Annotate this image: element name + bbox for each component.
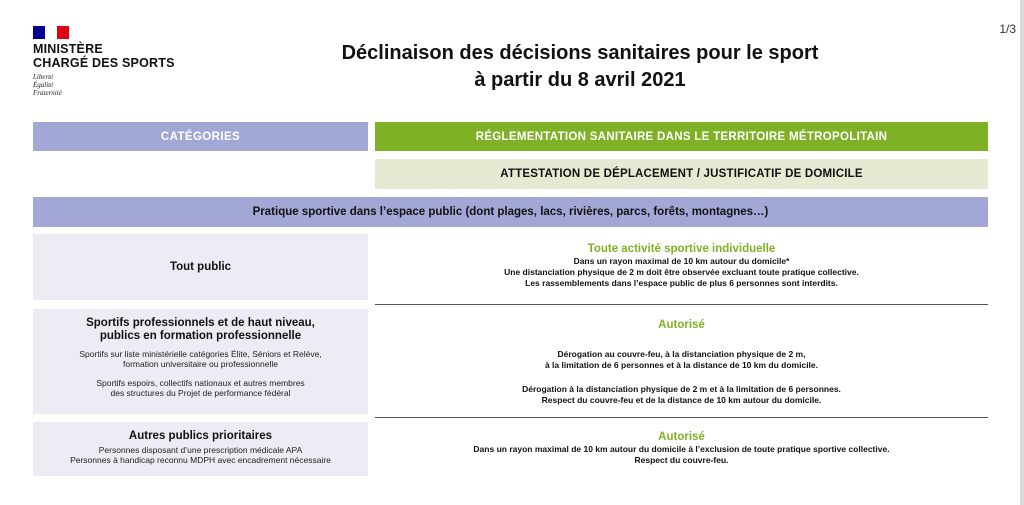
rule-line: Les rassemblements dans l’espace public de plus 6 personnes sont interdits. [525, 278, 838, 288]
rule-autres-publics [375, 430, 988, 466]
subgroup-line: Sportifs sur liste ministérielle catégories Élite, Séniors et Relève, [79, 349, 322, 359]
page-number: 1/3 [999, 22, 1016, 36]
rule-status: Toute activité sportive individuelle [587, 243, 776, 255]
category-tout-public [33, 234, 368, 300]
subgroup-line: Sportifs espoirs, collectifs nationaux et autres membres [96, 378, 305, 388]
category-sportifs-professionnels [33, 309, 368, 414]
title-line-2: à partir du 8 avril 2021 [474, 69, 686, 91]
republic-motto [33, 73, 175, 97]
french-flag-icon [33, 26, 69, 39]
category-subgroup-espoirs [33, 378, 368, 398]
category-title: Autres publics prioritaires [128, 430, 273, 442]
category-title [33, 317, 368, 343]
derogation-elite [375, 349, 988, 371]
page-title [250, 40, 910, 94]
subgroup-line: Personnes à handicap reconnu MDPH avec encadrement nécessaire [70, 455, 331, 465]
ministry-line-2: CHARGÉ DES SPORTS [33, 56, 175, 70]
scrollbar-edge [1020, 0, 1024, 505]
rule-line: Une distanciation physique de 2 m doit être observée excluant toute pratique collective. [504, 267, 859, 277]
header-pratique-sportive: Pratique sportive dans l’espace public (dont plages, lacs, rivières, parcs, forêts, montagnes…) [33, 197, 988, 227]
rule-line: Dérogation à la distanciation physique de 2 m et à la limitation de 6 personnes. [522, 384, 841, 394]
motto-liberte: Liberté [33, 73, 54, 81]
rule-line: Dérogation au couvre-feu, à la distanciation physique de 2 m, [557, 349, 806, 359]
derogation-espoirs [375, 384, 988, 406]
ministry-logo [33, 26, 175, 97]
category-title-line: publics en formation professionnelle [99, 330, 302, 342]
motto-egalite: Égalité [33, 81, 54, 89]
rule-line: Respect du couvre-feu et de la distance de 10 km autour du domicile. [541, 395, 822, 405]
category-subgroup [33, 445, 368, 465]
category-title: Tout public [169, 260, 232, 273]
header-attestation: ATTESTATION DE DÉPLACEMENT / JUSTIFICATIF DE DOMICILE [375, 159, 988, 189]
rule-tout-public [375, 242, 988, 289]
title-line-1: Déclinaison des décisions sanitaires pour le sport [341, 42, 819, 64]
rule-line: à la limitation de 6 personnes et à la distance de 10 km du domicile. [544, 360, 819, 370]
rule-sportifs-professionnels [375, 318, 988, 406]
category-title-line: Sportifs professionnels et de haut niveau, [86, 317, 315, 329]
motto-fraternite: Fraternité [33, 89, 62, 97]
rule-line: Respect du couvre-feu. [634, 455, 729, 465]
category-subgroup-elite [33, 349, 368, 369]
rule-status: Autorisé [658, 431, 705, 443]
subgroup-line: des structures du Projet de performance fédéral [110, 388, 291, 398]
header-reglementation: RÉGLEMENTATION SANITAIRE DANS LE TERRITOIRE MÉTROPOLITAIN [375, 122, 988, 151]
ministry-name [33, 42, 175, 70]
header-categories: CATÉGORIES [33, 122, 368, 151]
ministry-line-1: MINISTÈRE [33, 42, 103, 56]
rule-line: Dans un rayon maximal de 10 km autour du domicile* [573, 256, 790, 266]
row-divider [375, 304, 988, 305]
subgroup-line: formation universitaire ou professionnelle [123, 359, 278, 369]
rule-line: Dans un rayon maximal de 10 km autour du domicile à l’exclusion de toute pratique sportive collective. [473, 444, 890, 454]
row-divider [375, 417, 988, 418]
category-autres-publics [33, 422, 368, 476]
subgroup-line: Personnes disposant d’une prescription médicale APA [98, 445, 303, 455]
rule-status: Autorisé [658, 319, 705, 331]
